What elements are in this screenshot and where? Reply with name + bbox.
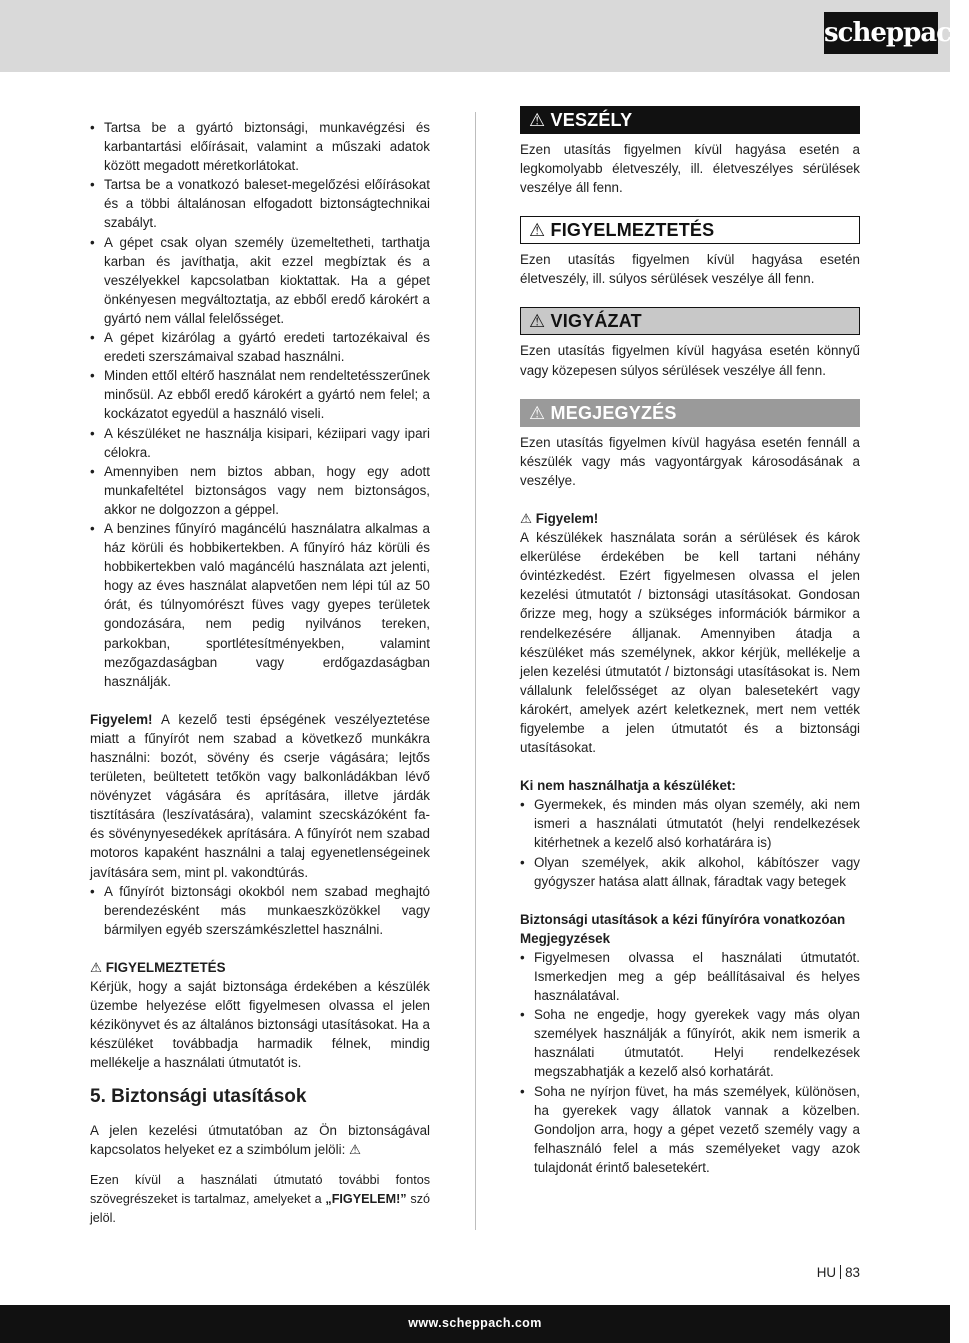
list-item: • A gépet csak olyan személy üzemeltetheti, tarthatja karban és javíthatja, akit ezzel megbíztak és a veszélyekkel kapcsolatban kioktattak. Ha a gépet önkényesen megváltoztatja, az ebből eredő károkért a gyártó nem vállal felelősséget. — [90, 233, 430, 328]
note-bold: „FIGYELEM!” — [325, 1191, 407, 1206]
danger-box: ⚠ VESZÉLY — [520, 106, 860, 134]
page-count: 83 — [845, 1265, 860, 1280]
list-item: • Tartsa be a vonatkozó baleset-megelőzési előírásokat és a többi általánosan elfogadott biztonságtechnikai szabályt. — [90, 175, 430, 232]
caution-box: ⚠ VIGYÁZAT — [520, 307, 860, 335]
list-item: • Gyermekek, és minden más olyan személy, aki nem ismeri a használati útmutatót (helyi rendelkezések kitérhetnek a kezelő alsó korhatárára is) — [520, 795, 860, 852]
list-item: • Olyan személyek, akik alkohol, kábítószer vagy gyógyszer hatása alatt állnak, fáradtak vagy betegek — [520, 853, 860, 891]
header-bar — [0, 0, 969, 72]
note-pre: Ezen kívül a használati útmutató további fontos szövegrészeket is tartalmaz, amelyeket a — [90, 1172, 430, 1206]
warning-box: ⚠ FIGYELMEZTETÉS — [520, 216, 860, 244]
notes-bullet-list — [520, 948, 860, 1177]
who-heading: Ki nem használhatja a készüléket: — [520, 778, 736, 794]
attention-paragraph — [90, 710, 430, 882]
page-number — [817, 1265, 860, 1280]
language-code: HU — [816, 1265, 837, 1280]
list-item: • A készüléket ne használja kisipari, kéziipari vagy ipari célokra. — [90, 424, 430, 462]
list-item: • Soha ne engedje, hogy gyerekek vagy más olyan személyek használják a fűnyírót, akik nem ismerik a használati útmutatót. Helyi rendelkezések megszabhatják a kezelő alsó korhatárát. — [520, 1005, 860, 1081]
attention-heading: ⚠ Figyelem! — [520, 510, 599, 526]
footer-bar — [0, 1305, 950, 1343]
who-bullet-list — [520, 795, 860, 890]
left-column — [90, 118, 430, 1228]
drive-bullet-list — [90, 882, 430, 939]
list-item: • Figyelmesen olvassa el használati útmutatót. Ismerkedjen meg a gép beállításaival és helyes használatával. — [520, 948, 860, 1005]
notes-heading: Megjegyzések — [520, 930, 611, 946]
list-item: • Soha ne nyírjon füvet, ha más személyek, különösen, ha gyerekek vagy állatok vannak a közelben. Gondoljon arra, hogy a gépet vezető személy vagy a felhasználó felel a más személyeket vagy azok tulajdonát érintő balesetekért. — [520, 1082, 860, 1177]
caution-text: Ezen utasítás figyelmen kívül hagyása esetén könnyű vagy közepesen súlyos sérülések veszélye áll fenn. — [520, 343, 860, 378]
danger-text: Ezen utasítás figyelmen kívül hagyása esetén a legkomolyabb életveszély, ill. életveszélyes sérülések veszélye áll fenn. — [520, 142, 860, 196]
notice-box: ⚠ MEGJEGYZÉS — [520, 399, 860, 427]
attention-body: A készülékek használata során a sérülések és károk elkerülése érdekében be kell tartani néhány óvintézkedést. Ezért figyelmesen olvassa el jelen kezelési útmutatót / biztonsági utasításokat. Gondosan őrizze meg, hogy a szükséges információk bármikor a rendelkezésére álljanak. Amennyiben átadja a készüléket más személynek, akkor kérjük, mellékelje a jelen kezelési útmutatót / biztonsági utasításokat is. Nem vállalunk felelősséget az olyan balesetekért vagy károkért, amelyek azért keletkeznek, mert nem vették figyelembe a jelen útmutatót és a biztonsági utasításokat. — [520, 530, 860, 756]
list-item: • A gépet kizárólag a gyártó eredeti tartozékaival és eredeti szerszámaival szabad használni. — [90, 328, 430, 366]
list-item: • Amennyiben nem biztos abban, hogy egy adott munkafeltétel biztonságos vagy nem biztonságos, akkor ne dolgozzon a géppel. — [90, 462, 430, 519]
warning-text: Kérjük, hogy a saját biztonsága érdekében a készülék üzembe helyezése előtt figyelmesen olvassa el jelen kézikönyvet és az általános biztonsági utasításokat. Ha a készüléket továbbadja harmadik félnek, mindig mellékelje a használati útmutatót is. — [90, 979, 430, 1071]
notice-text: Ezen utasítás figyelmen kívül hagyása esetén fennáll a készülék vagy más vagyontárgyak károsodásának a veszélye. — [520, 434, 860, 488]
list-item: • A benzines fűnyíró magáncélú használatra alkalmas a ház körüli és hobbikertekben. A fűnyíró ház körüli és hobbikertekben való magáncélú használata azt jelenti, hogy az éves használat alapvetően nem lépi túl az 50 órát, és túlnyomórészt füves vagy gyepes területek gondozására, nem pedig nyilvános tereken, parkokban, sportlétesítményekben, valamint mezőgazdaságban vagy erdőgazdaságban használják. — [90, 519, 430, 691]
right-column — [520, 106, 860, 1177]
note-post: szó jelöl. — [90, 1191, 430, 1225]
section-note — [90, 1171, 430, 1228]
intro-bullet-list — [90, 118, 430, 691]
warning-box-text: Ezen utasítás figyelmen kívül hagyása esetén életveszély, ill. súlyos sérülések veszélye áll fenn. — [520, 252, 860, 287]
list-item: • Tartsa be a gyártó biztonsági, munkavégzési és karbantartási előírásait, valamint a műszaki adatok között megadott méretkorlátokat. — [90, 118, 430, 175]
footer-url[interactable]: www.scheppach.com — [408, 1316, 542, 1330]
attention-label: Figyelem! — [90, 711, 153, 727]
section-title: 5. Biztonsági utasítások — [90, 1085, 307, 1107]
attention-text: A kezelő testi épségének veszélyeztetése miatt a fűnyírót nem szabad a következő munkákra használni: bozót, sövény és cserje vágására; lejtős területen, beültetett tetőkön vagy balkonládákban lévő növényzet vágására és aprítására, illetve járdák tisztítására (leszívatására), valamint szecskázóként fa- és sövénynyesedékek aprítására. A fűnyírót nem szabad motoros kapaként használni a talaj egyenetlenségeinek javítására sem, mint pl. vakondtúrás. — [90, 711, 430, 880]
brand-logo: scheppach — [824, 12, 938, 54]
column-divider — [475, 112, 476, 1230]
section-intro: A jelen kezelési útmutatóban az Ön biztonságával kapcsolatos helyeket ez a szimbólum jelöli: ⚠ — [90, 1122, 430, 1157]
list-item: • A fűnyírót biztonsági okokból nem szabad meghajtó berendezésként más munkaeszközökkel vagy bármilyen egyéb szerszámkészlettel használni. — [90, 882, 430, 939]
list-item: • Minden ettől eltérő használat nem rendeltetésszerűnek minősül. Az ebből eredő károkért a gyártó nem felel; a kockázatot egyedül a használó viseli. — [90, 366, 430, 423]
hand-mower-heading: Biztonsági utasítások a kézi fűnyíróra vonatkozóan — [520, 911, 846, 927]
warning-heading: ⚠ FIGYELMEZTETÉS — [90, 959, 226, 975]
